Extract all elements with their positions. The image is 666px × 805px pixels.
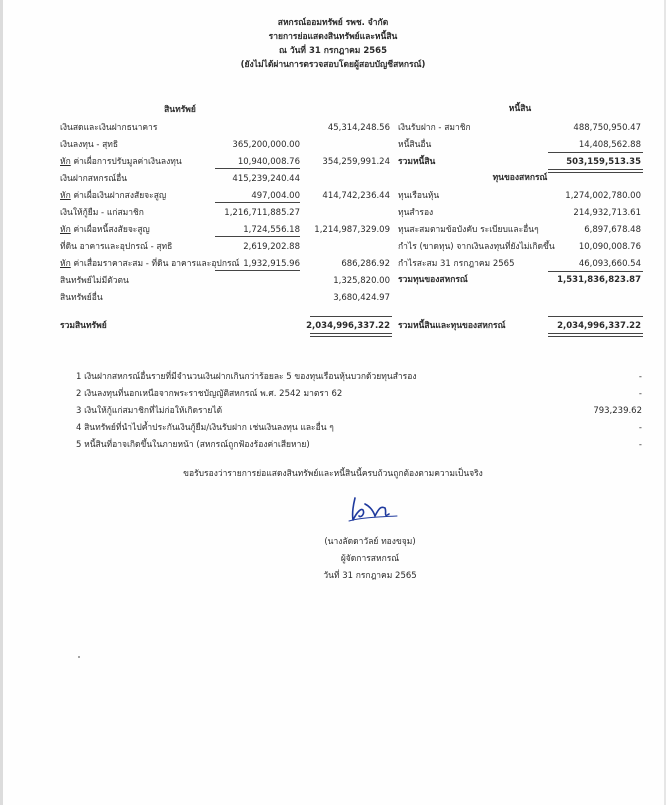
- asset-label-text: เงินสดและเงินฝากธนาคาร: [60, 123, 158, 133]
- asset-sub: 365,200,000.00: [232, 140, 300, 150]
- note-text: 4 สินทรัพย์ที่นำไปค้ำประกันเงินกู้ยืม/เงินรับฝาก เช่นเงินลงทุน และอื่น ๆ: [76, 423, 334, 433]
- equity-label: ทุนสำรอง: [398, 208, 434, 218]
- report-note: (ยังไม่ได้ผ่านการตรวจสอบโดยผู้สอบบัญชีสหกรณ์): [240, 60, 426, 70]
- report-date: ณ วันที่ 31 กรกฎาคม 2565: [278, 46, 388, 56]
- equity-heading: ทุนของสหกรณ์: [492, 173, 548, 183]
- asset-label: [60, 174, 127, 185]
- org-name: สหกรณ์ออมทรัพย์ รพช. จำกัด: [277, 18, 389, 28]
- signature-mark: [345, 494, 405, 524]
- assets-heading: สินทรัพย์: [164, 105, 196, 115]
- asset-label: [60, 157, 182, 168]
- grand-total-rule: [548, 316, 643, 317]
- assets-total-rule: [310, 316, 392, 317]
- asset-label: [60, 242, 172, 253]
- asset-total: 1,214,987,329.09: [314, 225, 390, 235]
- equity-value: 214,932,713.61: [573, 208, 641, 218]
- asset-label-text: เงินฝากสหกรณ์อื่น: [60, 174, 128, 184]
- asset-label: [60, 276, 129, 287]
- equity-underline: [548, 271, 643, 272]
- asset-total: 414,742,236.44: [322, 191, 390, 201]
- signer-position: ผู้จัดการสหกรณ์: [340, 554, 400, 564]
- signer-date: วันที่ 31 กรกฎาคม 2565: [323, 571, 417, 581]
- liability-label: เงินรับฝาก - สมาชิก: [398, 123, 471, 133]
- equity-value: 6,897,678.48: [584, 225, 641, 235]
- certification-text: ขอรับรองว่ารายการย่อแสดงสินทรัพย์และหนี้สินนี้ครบถ้วนถูกต้องตามความเป็นจริง: [183, 469, 483, 479]
- asset-label: [60, 140, 118, 151]
- note-value: -: [638, 440, 642, 450]
- liabilities-heading: หนี้สิน: [508, 104, 532, 114]
- assets-total-label: รวมสินทรัพย์: [60, 321, 107, 331]
- grand-total-label: รวมหนี้สินและทุนของสหกรณ์: [398, 321, 506, 331]
- assets-total-value: 2,034,996,337.22: [306, 321, 390, 331]
- asset-total: 354,259,991.24: [322, 157, 390, 167]
- note-text: 5 หนี้สินที่อาจเกิดขึ้นในภายหน้า (สหกรณ์ถูกฟ้องร้องค่าเสียหาย): [76, 440, 310, 450]
- asset-sub: 1,724,556.18: [243, 225, 300, 235]
- page-edge-left: [0, 0, 3, 805]
- liability-value: 488,750,950.47: [573, 123, 641, 133]
- equity-label: กำไร (ขาดทุน) จากเงินลงทุนที่ยังไม่เกิดขึ้น: [398, 242, 555, 252]
- equity-label: กำไรสะสม 31 กรกฎาคม 2565: [398, 259, 515, 269]
- sub-underline: [215, 270, 300, 271]
- stray-mark: [78, 656, 80, 658]
- asset-total: 686,286.92: [341, 259, 390, 269]
- asset-label-text: ค่าเผื่อเงินฝากสงสัยจะสูญ: [70, 191, 167, 201]
- liabilities-total-value: 503,159,513.35: [566, 157, 641, 167]
- note-text: 3 เงินให้กู้แก่สมาชิกที่ไม่ก่อให้เกิดรายได้: [76, 406, 223, 416]
- asset-total: 1,325,820.00: [333, 276, 390, 286]
- sub-underline: [215, 202, 300, 203]
- asset-sub: 10,940,008.76: [237, 157, 300, 167]
- report-title: รายการย่อแสดงสินทรัพย์และหนี้สิน: [268, 32, 398, 42]
- asset-label-text: ที่ดิน อาคารและอุปกรณ์ - สุทธิ: [60, 242, 173, 252]
- equity-value: 1,274,002,780.00: [565, 191, 641, 201]
- liability-value: 14,408,562.88: [578, 140, 641, 150]
- asset-label: [60, 293, 103, 304]
- note-value: -: [638, 423, 642, 433]
- asset-sub: 2,619,202.88: [243, 242, 300, 252]
- equity-total-value: 1,531,836,823.87: [557, 275, 641, 285]
- asset-total: 3,680,424.97: [333, 293, 390, 303]
- assets-total-double-rule: [310, 333, 392, 337]
- liability-label: หนี้สินอื่น: [398, 140, 432, 150]
- asset-label-text: เงินลงทุน - สุทธิ: [60, 140, 119, 150]
- asset-label: [60, 123, 157, 134]
- signer-name: (นางลัดดาวัลย์ ทองขจุม): [324, 537, 416, 547]
- deduct-prefix: หัก: [60, 259, 71, 269]
- deduct-prefix: หัก: [60, 191, 71, 201]
- equity-label: ทุนเรือนหุ้น: [398, 191, 440, 201]
- asset-label-text: ค่าเผื่อการปรับมูลค่าเงินลงทุน: [70, 157, 182, 167]
- asset-label-text: สินทรัพย์อื่น: [60, 293, 103, 303]
- asset-label: [60, 225, 150, 236]
- equity-total-label: รวมทุนของสหกรณ์: [398, 275, 468, 285]
- grand-total-value: 2,034,996,337.22: [557, 321, 641, 331]
- asset-label: [60, 191, 166, 202]
- asset-label-text: เงินให้กู้ยืม - แก่สมาชิก: [60, 208, 144, 218]
- liabilities-total-label: รวมหนี้สิน: [398, 157, 436, 167]
- asset-label-text: สินทรัพย์ไม่มีตัวตน: [60, 276, 129, 286]
- note-value: -: [638, 372, 642, 382]
- equity-label: ทุนสะสมตามข้อบังคับ ระเบียบและอื่นๆ: [398, 225, 539, 235]
- sub-underline: [215, 168, 300, 169]
- asset-label-text: ค่าเผื่อหนี้สงสัยจะสูญ: [70, 225, 150, 235]
- asset-total: 45,314,248.56: [327, 123, 390, 133]
- liability-underline: [548, 152, 643, 153]
- note-value: 793,239.62: [593, 406, 642, 416]
- equity-value: 10,090,008.76: [578, 242, 641, 252]
- asset-label: [60, 208, 144, 219]
- asset-sub: 1,216,711,885.27: [224, 208, 300, 218]
- note-text: 1 เงินฝากสหกรณ์อื่นรายที่มีจำนวนเงินฝากเกินกว่าร้อยละ 5 ของทุนเรือนหุ้นบวกด้วยทุนสำรอง: [76, 372, 417, 382]
- deduct-prefix: หัก: [60, 225, 71, 235]
- asset-sub: 1,932,915.96: [243, 259, 300, 269]
- note-text: 2 เงินลงทุนที่นอกเหนือจากพระราชบัญญัติสหกรณ์ พ.ศ. 2542 มาตรา 62: [76, 389, 343, 399]
- sub-underline: [215, 236, 300, 237]
- note-value: -: [638, 389, 642, 399]
- asset-label-text: ค่าเสื่อมราคาสะสม - ที่ดิน อาคารและอุปกรณ์: [70, 259, 240, 269]
- grand-total-double-rule: [548, 333, 643, 337]
- asset-sub: 415,239,240.44: [232, 174, 300, 184]
- asset-sub: 497,004.00: [251, 191, 300, 201]
- deduct-prefix: หัก: [60, 157, 71, 167]
- equity-value: 46,093,660.54: [578, 259, 641, 269]
